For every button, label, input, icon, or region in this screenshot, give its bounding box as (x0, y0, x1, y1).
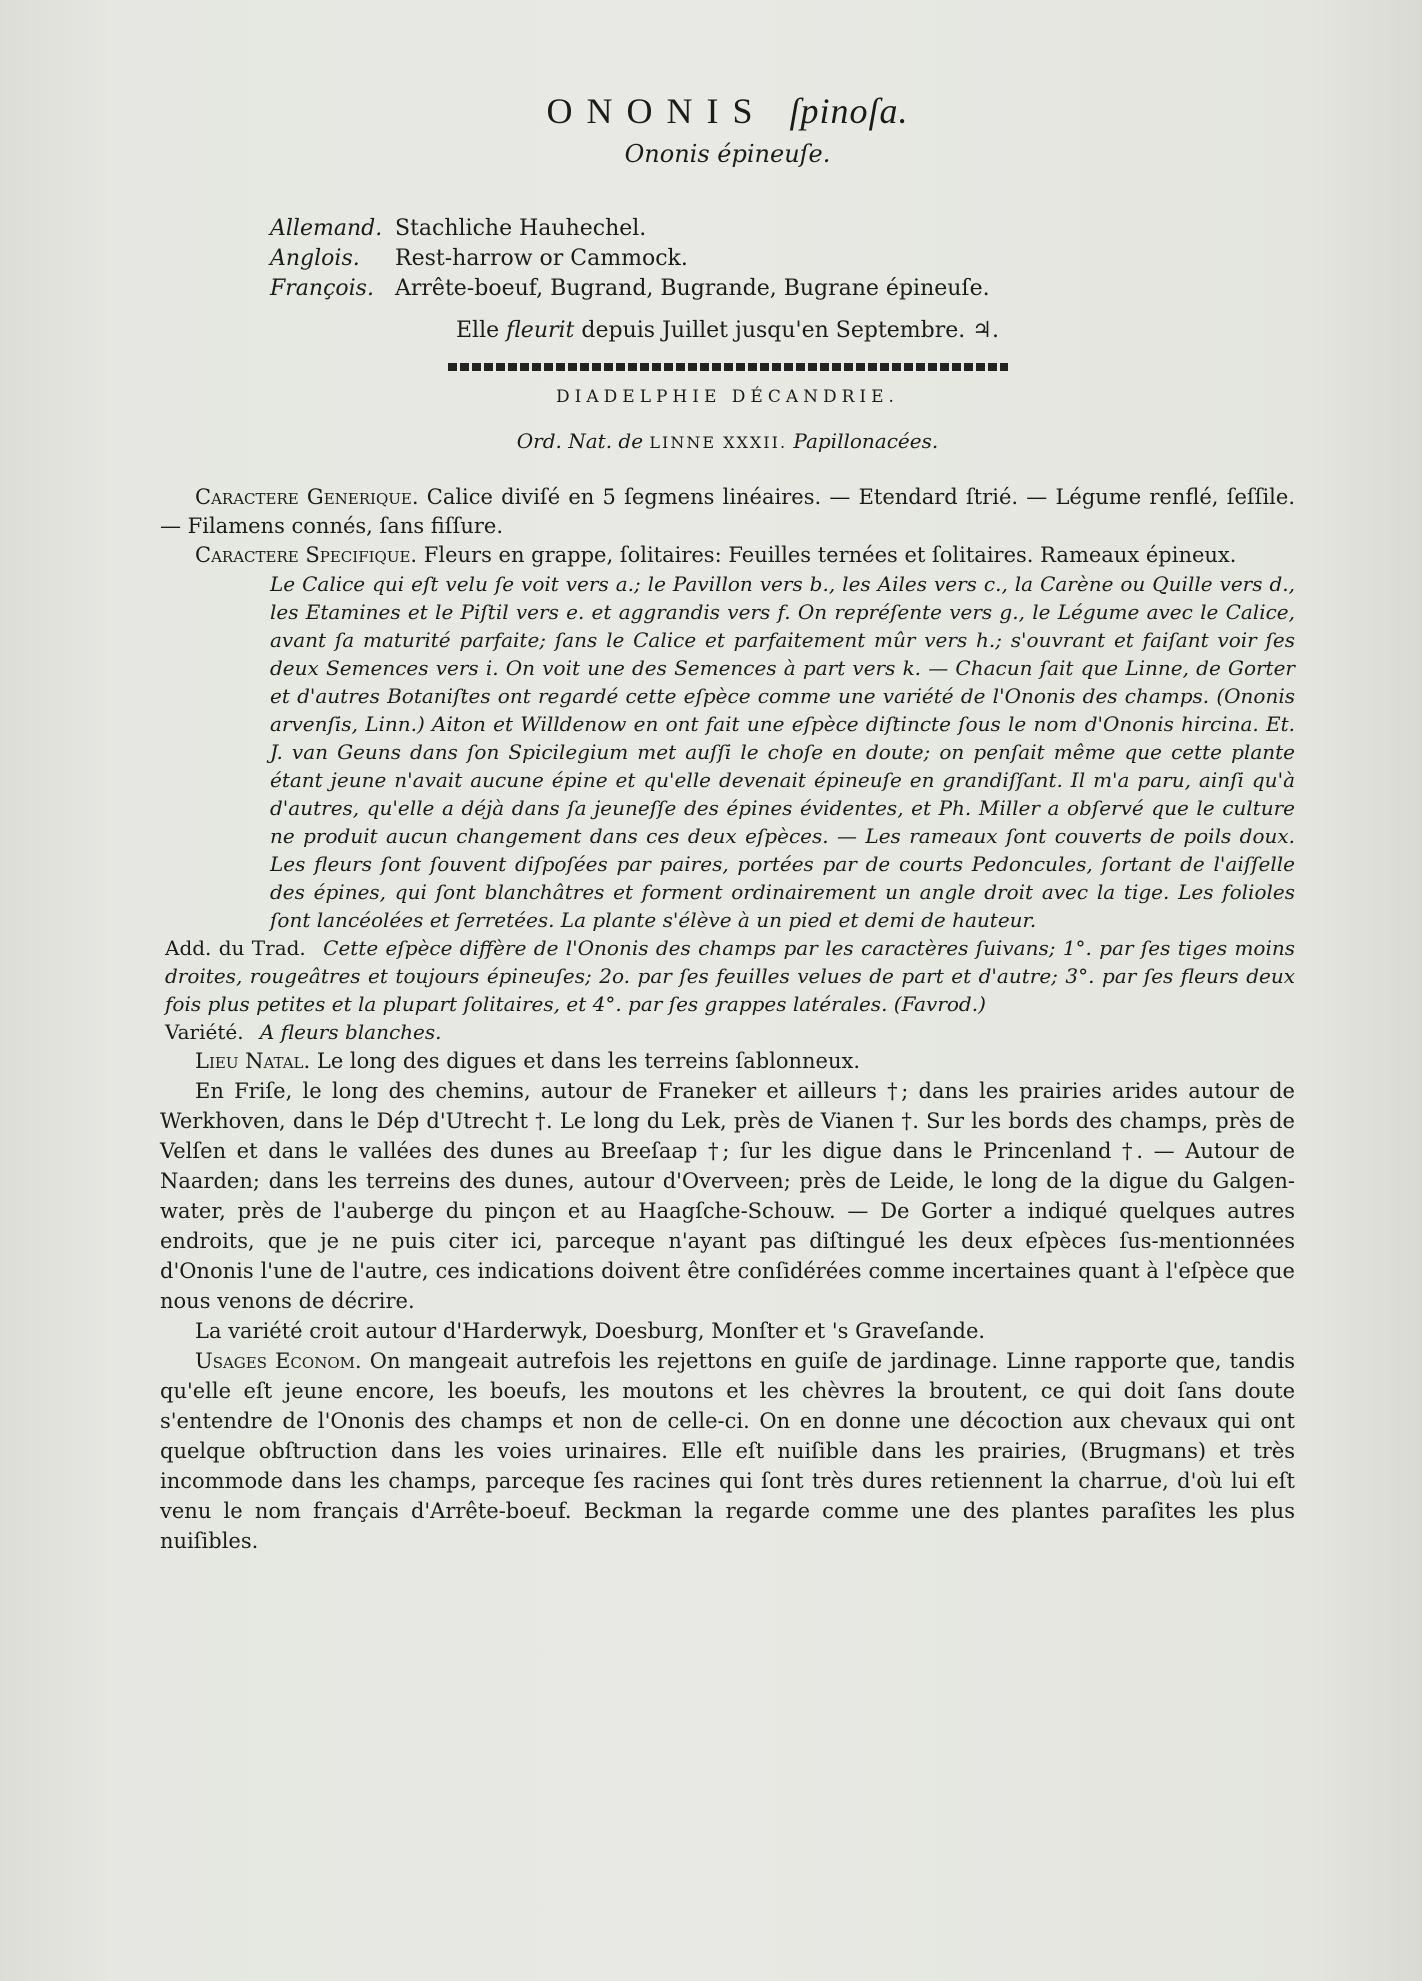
section-label: Variété. (165, 1020, 244, 1044)
economic-uses (160, 1346, 1295, 1556)
language-label: Allemand. (270, 216, 383, 241)
native-habitat (160, 1046, 1295, 1076)
language-label: François. (270, 276, 374, 301)
section-text: A fleurs blanches. (259, 1020, 442, 1044)
ordre-pre: Ord. Nat. de (516, 429, 644, 453)
section-label: Usages Econom. (195, 1349, 362, 1373)
generic-character (160, 483, 1295, 541)
section-label: Caractere Specifique. (195, 543, 418, 567)
vernacular-names (270, 214, 1295, 304)
section-label: Caractere Generique. (195, 485, 419, 509)
page-title (160, 90, 1295, 132)
section-label: Add. du Trad. (165, 936, 306, 960)
vernacular-row (270, 244, 1295, 274)
section-label: Lieu Natal. (195, 1049, 311, 1073)
flowering-post: depuis Juillet jusqu'en Septembre. (581, 318, 966, 343)
ornamental-divider (448, 363, 1008, 371)
vernacular-row (270, 274, 1295, 304)
perennial-symbol: ♃. (972, 318, 1000, 343)
flowering-period (160, 318, 1295, 343)
vernacular-row (270, 214, 1295, 244)
genus-name: ONONIS (546, 91, 767, 131)
variety (165, 1018, 1295, 1046)
linnaean-class: DIADELPHIE DÉCANDRIE. (556, 387, 899, 407)
flowering-verb: fleurit (506, 318, 575, 343)
section-text: Le long des digues et dans les terreins ſablonneux. (316, 1049, 861, 1073)
section-text: On mangeait autrefois les rejettons en guiſe de jardinage. Linne rapporte que, tandis qu'elle eſt jeune encore, les boeufs, les moutons et les chèvres la broutent, ce qui doit ſans doute s'entendre de l'Ononis des champs et non de celle-ci. On en donne une décoction aux chevaux qui ont quelque obſtruction dans les voies urinaires. Elle eſt nuiſible dans les prairies, (Brugmans) et très incommode dans les champs, parceque ſes racines qui ſont très dures retiennent la charrue, d'où lui eſt venu le nom français d'Arrête-boeuf. Beckman la regarde comme une des plantes paraſites les plus nuiſibles. (160, 1349, 1295, 1553)
specific-character (160, 541, 1295, 570)
language-label: Anglois. (270, 246, 360, 271)
vernacular-name: Rest-harrow or Cammock. (395, 246, 688, 271)
species-name: ſpinoſa. (789, 91, 909, 131)
common-name: Ononis épineuſe. (624, 140, 831, 168)
vernacular-name: Arrête-boeuf, Bugrand, Bugrande, Bugrane épineuſe. (395, 276, 990, 301)
variety-locations: La variété croit autour d'Harderwyk, Doesburg, Monſter et 's Graveſande. (195, 1319, 986, 1343)
section-text: Calice diviſé en 5 ſegmens linéaires. — Etendard ſtrié. — Légume renflé, ſeſſile. — Filamens connés, ſans fiſſure. (160, 485, 1295, 538)
habitat-details: En Friſe, le long des chemins, autour de Franeker et ailleurs †; dans les prairies arides autour de Werkhoven, dans le Dép d'Utrecht †. Le long du Lek, près de Vianen †. Sur les bords des champs, près de Velſen et dans le vallées des dunes au Breeſaap †; ſur les digue dans le Princenland †. — Autour de Naarden; dans les terreins des dunes, autour d'Overveen; près de Leide, le long de la digue du Galgen-water, près de l'auberge du pinçon et au Haagſche-Schouw. — De Gorter a indiqué quelques autres endroits, que je ne puis citer ici, parceque n'ayant pas diſtingué les deux eſpèces ſus-mentionnées d'Ononis l'une de l'autre, ces indications doivent être conſidérées comme incertaines quant à l'eſpèce que nous venons de décrire. (160, 1079, 1295, 1313)
section-text: Cette eſpèce diffère de l'Ononis des champs par les caractères ſuivans; 1°. par ſes tiges moins droites, rougeâtres et toujours épineuſes; 2o. par ſes feuilles velues de part et d'autre; 3°. par ſes fleurs deux fois plus petites et la plupart ſolitaires, et 4°. par ſes grappes latérales. (Favrod.) (165, 936, 1295, 1016)
document-body (160, 90, 1295, 1556)
vernacular-name: Stachliche Hauhechel. (395, 216, 647, 241)
ordre-post: Papillonacées. (793, 429, 939, 453)
observation-paragraph: Le Calice qui eſt velu ſe voit vers a.; le Pavillon vers b., les Ailes vers c., la Carène ou Quille vers d., les Etamines et le Piſtil vers e. et aggrandis vers f. On repréſente vers g., le Légume avec le Calice, avant ſa maturité parfaite; ſans le Calice et parfaitement mûr vers h.; s'ouvrant et faiſant voir ſes deux Semences vers i. On voit une des Semences à part vers k. — Chacun ſait que Linne, de Gorter et d'autres Botaniſtes ont regardé cette eſpèce comme une variété de l'Ononis des champs. (Ononis arvenſis, Linn.) Aiton et Willdenow en ont fait une eſpèce diſtincte ſous le nom d'Ononis hircina. Et. J. van Geuns dans ſon Spicilegium met auſſi le choſe en doute; on penſait même que cette plante étant jeune n'avait aucune épine et qu'elle devenait épineuſe en grandiſſant. Il m'a paru, ainſi qu'à d'autres, qu'elle a déjà dans ſa jeuneſſe des épines évidentes, et Ph. Miller a obſervé que le culture ne produit aucun changement dans ces deux eſpèces. — Les rameaux ſont couverts de poils doux. Les fleurs ſont ſouvent diſpoſées par paires, portées par de courts Pedoncules, ſortant de l'aiſſelle des épines, qui ſont blanchâtres et forment ordinairement un angle droit avec la tige. Les folioles ſont lancéolées et ſerretées. La plante s'élève à un pied et demi de hauteur. (270, 572, 1295, 932)
flowering-pre: Elle (455, 318, 500, 343)
translator-addition (165, 934, 1295, 1018)
natural-order (160, 429, 1295, 453)
section-text: Fleurs en grappe, ſolitaires: Feuilles ternées et ſolitaires. Rameaux épineux. (423, 543, 1237, 567)
ordre-name: LINNE XXXII. (649, 433, 788, 452)
